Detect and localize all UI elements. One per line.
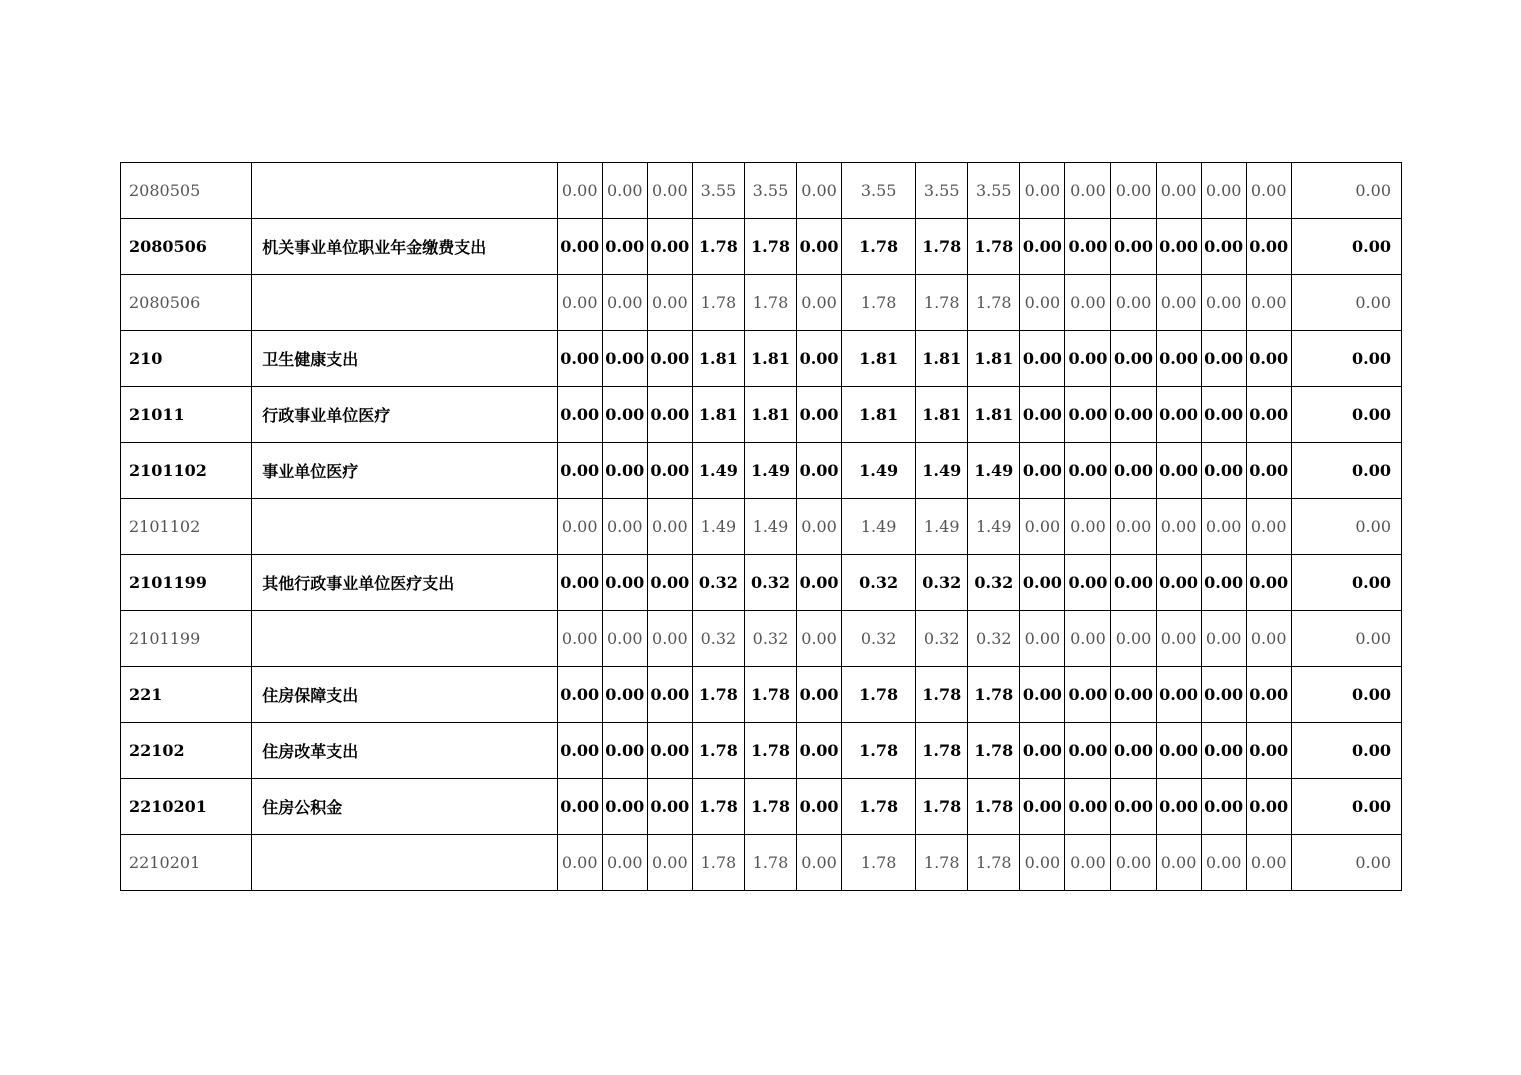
total-cell: 0.00 [1291,723,1401,779]
amount-cell: 1.81 [744,331,796,387]
amount-cell: 0.00 [797,667,842,723]
amount-cell: 0.00 [1111,443,1156,499]
amount-cell: 0.00 [1201,555,1246,611]
subject-code-cell: 22102 [121,723,252,779]
amount-cell: 0.00 [1246,219,1291,275]
amount-cell: 1.78 [968,219,1020,275]
table-row-summary [121,443,1402,499]
amount-cell: 0.00 [1156,331,1201,387]
amount-cell: 1.78 [916,667,968,723]
amount-cell: 0.00 [1156,275,1201,331]
amount-cell: 0.00 [1201,667,1246,723]
amount-cell: 0.00 [797,163,842,219]
amount-cell: 0.00 [1156,219,1201,275]
amount-cell: 0.00 [647,779,692,835]
amount-cell: 1.78 [916,779,968,835]
table-row-summary [121,219,1402,275]
total-cell: 0.00 [1291,163,1401,219]
amount-cell: 0.00 [1020,443,1065,499]
amount-cell: 0.00 [1156,779,1201,835]
amount-cell: 0.00 [1020,219,1065,275]
amount-cell: 0.00 [1065,779,1111,835]
subject-name-cell: 卫生健康支出 [252,331,557,387]
amount-cell: 0.00 [647,443,692,499]
amount-cell: 0.00 [1156,555,1201,611]
amount-cell: 0.00 [1111,723,1156,779]
amount-cell: 1.78 [916,219,968,275]
amount-cell: 0.00 [797,555,842,611]
amount-cell: 0.00 [602,611,647,667]
amount-cell: 0.00 [1201,499,1246,555]
amount-cell: 0.32 [744,611,796,667]
amount-cell: 0.00 [1111,667,1156,723]
amount-cell: 3.55 [744,163,796,219]
subject-code-cell: 2080506 [121,275,252,331]
subtotal-cell: 0.32 [842,555,916,611]
amount-cell: 1.78 [916,275,968,331]
amount-cell: 1.78 [744,667,796,723]
amount-cell: 0.00 [1020,835,1065,891]
amount-cell: 0.00 [1020,163,1065,219]
amount-cell: 0.00 [557,163,602,219]
amount-cell: 0.00 [797,387,842,443]
amount-cell: 0.00 [1111,219,1156,275]
amount-cell: 0.00 [797,331,842,387]
amount-cell: 0.00 [1020,275,1065,331]
amount-cell: 0.00 [1111,163,1156,219]
amount-cell: 0.00 [1111,331,1156,387]
subject-code-cell: 2101199 [121,555,252,611]
amount-cell: 1.49 [744,443,796,499]
amount-cell: 1.78 [692,219,744,275]
subject-code-cell: 2101102 [121,443,252,499]
amount-cell: 0.00 [602,443,647,499]
amount-cell: 1.78 [744,835,796,891]
table-row-detail [121,499,1402,555]
amount-cell: 0.00 [1246,443,1291,499]
amount-cell: 1.78 [692,667,744,723]
subject-name-cell [252,499,557,555]
amount-cell: 0.00 [797,443,842,499]
amount-cell: 0.00 [1111,779,1156,835]
table-row-summary [121,723,1402,779]
amount-cell: 0.00 [1246,611,1291,667]
subject-code-cell: 221 [121,667,252,723]
amount-cell: 0.00 [1111,555,1156,611]
amount-cell: 0.00 [602,163,647,219]
table-body [121,163,1402,891]
total-cell: 0.00 [1291,835,1401,891]
amount-cell: 0.32 [744,555,796,611]
amount-cell: 1.49 [968,499,1020,555]
amount-cell: 0.00 [1201,779,1246,835]
amount-cell: 0.00 [557,835,602,891]
amount-cell: 1.78 [744,723,796,779]
amount-cell: 0.00 [797,779,842,835]
amount-cell: 0.00 [602,835,647,891]
amount-cell: 0.00 [1246,499,1291,555]
amount-cell: 0.00 [1065,499,1111,555]
total-cell: 0.00 [1291,667,1401,723]
amount-cell: 0.32 [692,611,744,667]
total-cell: 0.00 [1291,611,1401,667]
amount-cell: 0.00 [1020,331,1065,387]
amount-cell: 0.00 [602,555,647,611]
amount-cell: 1.78 [968,275,1020,331]
subject-name-cell: 事业单位医疗 [252,443,557,499]
amount-cell: 0.00 [1020,387,1065,443]
amount-cell: 0.00 [1201,443,1246,499]
subject-name-cell: 其他行政事业单位医疗支出 [252,555,557,611]
amount-cell: 0.00 [1201,611,1246,667]
amount-cell: 0.00 [1065,163,1111,219]
amount-cell: 1.78 [968,667,1020,723]
subject-name-cell [252,611,557,667]
amount-cell: 0.00 [1246,555,1291,611]
amount-cell: 1.78 [744,275,796,331]
table-row-summary [121,667,1402,723]
amount-cell: 1.78 [916,835,968,891]
amount-cell: 3.55 [968,163,1020,219]
amount-cell: 0.00 [1020,555,1065,611]
amount-cell: 0.00 [1201,219,1246,275]
table-row-summary [121,387,1402,443]
amount-cell: 0.00 [557,443,602,499]
subtotal-cell: 1.78 [842,275,916,331]
amount-cell: 0.00 [1065,835,1111,891]
subtotal-cell: 1.78 [842,723,916,779]
amount-cell: 0.00 [1246,387,1291,443]
amount-cell: 0.00 [1065,219,1111,275]
amount-cell: 1.78 [692,779,744,835]
amount-cell: 0.00 [602,723,647,779]
amount-cell: 0.00 [602,387,647,443]
amount-cell: 1.81 [692,387,744,443]
subtotal-cell: 1.78 [842,779,916,835]
amount-cell: 0.00 [647,331,692,387]
amount-cell: 0.00 [1065,723,1111,779]
amount-cell: 0.00 [797,219,842,275]
amount-cell: 0.00 [647,835,692,891]
subject-name-cell: 行政事业单位医疗 [252,387,557,443]
subject-code-cell: 2101199 [121,611,252,667]
amount-cell: 0.00 [1156,163,1201,219]
amount-cell: 1.81 [692,331,744,387]
table-row-summary [121,779,1402,835]
amount-cell: 0.00 [557,219,602,275]
amount-cell: 0.00 [1111,275,1156,331]
total-cell: 0.00 [1291,387,1401,443]
total-cell: 0.00 [1291,275,1401,331]
amount-cell: 1.49 [916,443,968,499]
subject-code-cell: 2080506 [121,219,252,275]
amount-cell: 0.00 [1111,611,1156,667]
subject-name-cell: 机关事业单位职业年金缴费支出 [252,219,557,275]
amount-cell: 0.00 [1156,443,1201,499]
subject-name-cell: 住房改革支出 [252,723,557,779]
subject-code-cell: 21011 [121,387,252,443]
amount-cell: 0.00 [1156,667,1201,723]
subject-name-cell [252,163,557,219]
amount-cell: 1.78 [692,275,744,331]
total-cell: 0.00 [1291,331,1401,387]
amount-cell: 1.49 [692,443,744,499]
subject-code-cell: 2210201 [121,779,252,835]
amount-cell: 0.00 [647,275,692,331]
amount-cell: 1.49 [916,499,968,555]
amount-cell: 1.78 [968,779,1020,835]
amount-cell: 0.00 [647,723,692,779]
subject-name-cell: 住房保障支出 [252,667,557,723]
subject-name-cell [252,835,557,891]
amount-cell: 0.00 [647,555,692,611]
table-row-summary [121,555,1402,611]
amount-cell: 0.00 [1246,723,1291,779]
amount-cell: 0.00 [557,779,602,835]
amount-cell: 0.00 [1246,331,1291,387]
amount-cell: 0.00 [1020,611,1065,667]
amount-cell: 0.00 [1111,499,1156,555]
amount-cell: 0.00 [557,555,602,611]
amount-cell: 0.00 [797,723,842,779]
amount-cell: 1.78 [692,835,744,891]
amount-cell: 1.78 [744,219,796,275]
table-row-detail [121,275,1402,331]
amount-cell: 0.00 [1246,163,1291,219]
amount-cell: 1.78 [968,723,1020,779]
subtotal-cell: 1.49 [842,499,916,555]
amount-cell: 0.00 [1065,667,1111,723]
amount-cell: 0.00 [797,499,842,555]
amount-cell: 1.78 [968,835,1020,891]
amount-cell: 0.00 [1065,275,1111,331]
amount-cell: 0.00 [1065,611,1111,667]
amount-cell: 1.78 [692,723,744,779]
amount-cell: 0.00 [797,835,842,891]
subject-code-cell: 210 [121,331,252,387]
amount-cell: 0.32 [968,611,1020,667]
amount-cell: 0.00 [797,275,842,331]
amount-cell: 1.81 [968,387,1020,443]
amount-cell: 1.49 [968,443,1020,499]
amount-cell: 1.78 [916,723,968,779]
total-cell: 0.00 [1291,443,1401,499]
amount-cell: 0.00 [1246,667,1291,723]
amount-cell: 1.49 [692,499,744,555]
amount-cell: 0.00 [797,611,842,667]
amount-cell: 0.00 [647,667,692,723]
amount-cell: 1.81 [744,387,796,443]
amount-cell: 0.00 [1111,387,1156,443]
amount-cell: 0.00 [557,275,602,331]
amount-cell: 0.00 [557,499,602,555]
amount-cell: 1.81 [968,331,1020,387]
subtotal-cell: 1.81 [842,387,916,443]
amount-cell: 0.00 [1065,387,1111,443]
amount-cell: 0.00 [557,723,602,779]
amount-cell: 0.00 [1156,611,1201,667]
amount-cell: 0.00 [1156,723,1201,779]
table-row-detail [121,611,1402,667]
subject-code-cell: 2101102 [121,499,252,555]
amount-cell: 0.00 [1246,835,1291,891]
amount-cell: 0.00 [557,331,602,387]
amount-cell: 0.00 [602,219,647,275]
subject-code-cell: 2210201 [121,835,252,891]
subject-name-cell: 住房公积金 [252,779,557,835]
amount-cell: 0.00 [1020,499,1065,555]
amount-cell: 0.32 [692,555,744,611]
subtotal-cell: 3.55 [842,163,916,219]
subtotal-cell: 0.32 [842,611,916,667]
amount-cell: 0.00 [1201,275,1246,331]
amount-cell: 0.00 [647,219,692,275]
amount-cell: 0.00 [1201,835,1246,891]
amount-cell: 0.00 [1111,835,1156,891]
amount-cell: 0.00 [602,275,647,331]
amount-cell: 0.00 [1201,163,1246,219]
subject-name-cell [252,275,557,331]
amount-cell: 0.00 [557,611,602,667]
total-cell: 0.00 [1291,499,1401,555]
amount-cell: 0.00 [557,667,602,723]
amount-cell: 0.00 [602,331,647,387]
amount-cell: 0.00 [1065,555,1111,611]
total-cell: 0.00 [1291,555,1401,611]
subtotal-cell: 1.81 [842,331,916,387]
amount-cell: 0.00 [1065,331,1111,387]
subtotal-cell: 1.78 [842,219,916,275]
amount-cell: 0.00 [1065,443,1111,499]
amount-cell: 0.00 [1201,387,1246,443]
amount-cell: 0.00 [1020,779,1065,835]
amount-cell: 0.00 [1201,723,1246,779]
amount-cell: 3.55 [692,163,744,219]
amount-cell: 1.81 [916,331,968,387]
amount-cell: 0.00 [1020,667,1065,723]
subtotal-cell: 1.78 [842,835,916,891]
subtotal-cell: 1.49 [842,443,916,499]
amount-cell: 1.81 [916,387,968,443]
amount-cell: 0.00 [1156,835,1201,891]
amount-cell: 0.00 [602,667,647,723]
amount-cell: 0.00 [602,499,647,555]
amount-cell: 0.00 [1246,779,1291,835]
amount-cell: 0.00 [1020,723,1065,779]
amount-cell: 0.00 [647,387,692,443]
amount-cell: 0.32 [916,611,968,667]
amount-cell: 0.00 [1201,331,1246,387]
amount-cell: 3.55 [916,163,968,219]
amount-cell: 0.00 [602,779,647,835]
amount-cell: 0.00 [1156,387,1201,443]
table-row-summary [121,331,1402,387]
amount-cell: 0.00 [647,611,692,667]
amount-cell: 0.00 [557,387,602,443]
subtotal-cell: 1.78 [842,667,916,723]
amount-cell: 0.00 [1156,499,1201,555]
total-cell: 0.00 [1291,779,1401,835]
amount-cell: 0.32 [968,555,1020,611]
total-cell: 0.00 [1291,219,1401,275]
amount-cell: 0.32 [916,555,968,611]
amount-cell: 1.78 [744,779,796,835]
table-row-detail [121,835,1402,891]
amount-cell: 0.00 [647,499,692,555]
amount-cell: 0.00 [1246,275,1291,331]
subject-code-cell: 2080505 [121,163,252,219]
amount-cell: 0.00 [647,163,692,219]
expenditure-table [120,162,1402,891]
table-row-detail [121,163,1402,219]
amount-cell: 1.49 [744,499,796,555]
